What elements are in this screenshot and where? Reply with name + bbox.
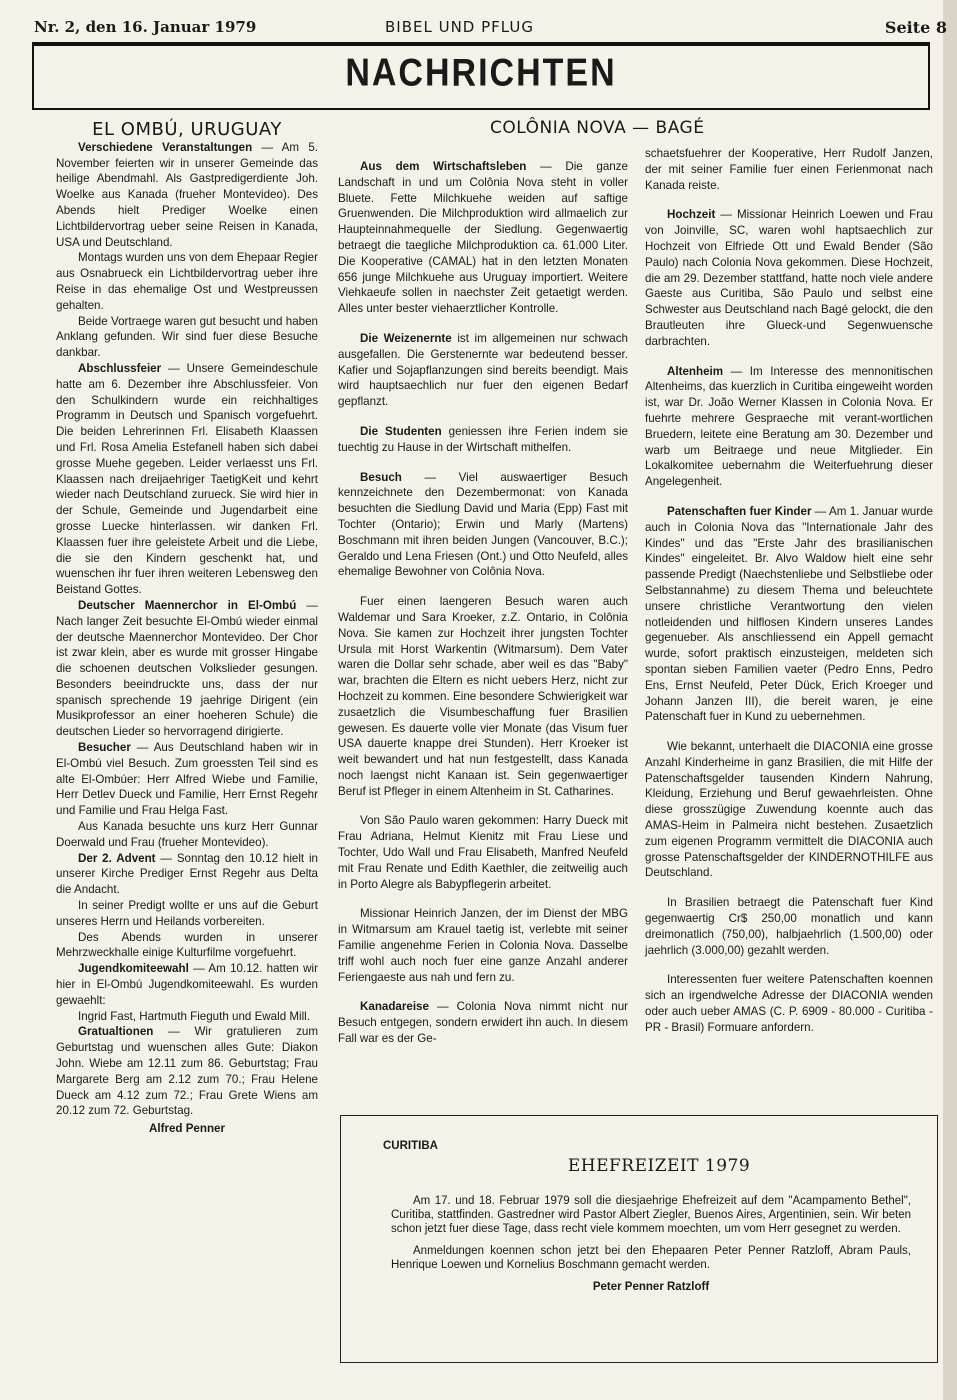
column-1-body	[56, 140, 318, 1119]
paragraph-lead: Patenschaften fuer Kinder	[667, 504, 812, 518]
paragraph-lead: Kanadareise	[360, 1000, 429, 1014]
paragraph	[338, 424, 628, 456]
page-edge	[943, 0, 957, 1400]
box-paragraph: Anmeldungen koennen schon jetzt bei den Ehepaaren Peter Penner Ratzloff, Abram Pauls, Henrique Loewen und Kornelius Boschmann gemacht werden.	[391, 1245, 911, 1271]
paragraph-gap	[338, 799, 628, 813]
paragraph-text: Fuer einen laengeren Besuch waren auch Waldemar und Sara Kroeker, z.Z. Ontario, in Colônia Nova. Sie kamen zur Hochzeit ihrer jungsten Tochter Ursula mit Horst Warkentin (Witmarsum). Dem Vater waren die Dollar sehr schade, aber weil es das "Baby" war, brachten die Eltern es nicht uebers Herz, nicht zur Hochzeit zu kommen. Eine besondere Schwierigkeit war zusaetzlich die Visumbeschaffung fuer Brasilien gewesen. Es dauerte volle vier Monate (das Visum fuer USA dauerte knappe drei Stunden). Herr Kroeker ist weit bewandert und hat nun festgestellt, dass Kanada noch laengst nicht Kanaan ist. Sein gegenwaertiger Beruf ist Pfleger in einem Altenheim in St. Catharines.	[338, 595, 628, 798]
box-paragraph: Am 17. und 18. Februar 1979 soll die diesjaehrige Ehefreizeit auf dem "Acampamento Bethel", Curitiba, stattfinden. Gastredner wird Pastor Albert Ziegler, Buenos Aires, Argentinien, sein. Wir beten schon jetzt fuer diese Tage, dass recht viele kommem moechten, um vom Herr gesegnet zu werden.	[391, 1195, 911, 1235]
page-number: Seite 8	[884, 18, 947, 37]
paragraph-gap	[338, 985, 628, 999]
paragraph	[56, 598, 318, 740]
paragraph-text: In seiner Predigt wollte er uns auf die Geburt unseres Herrn und Heilands vorbereiten.	[56, 899, 318, 928]
paragraph-text: — Aus Deutschland haben wir in El-Ombú viel Besuch. Zum groessten Teil sind es alte El-Ombúer: Herr Alfred Wiebe und Familie, Herr Detlev Dueck und Familie, Herr Ernst Regehr und Familie und Frau Helga Fast.	[56, 741, 318, 818]
paragraph	[56, 250, 318, 313]
paragraph-text: Des Abends wurden in unserer Mehrzweckhalle einige Kulturfilme vorgefuehrt.	[56, 930, 318, 960]
paragraph	[56, 361, 318, 598]
article-title-colonia-nova: COLÔNIA NOVA — BAGÉ	[490, 118, 705, 138]
column-colonia-nova-cont	[645, 146, 933, 1036]
signature-col1: Alfred Penner	[148, 1122, 226, 1136]
paragraph-text: Von São Paulo waren gekommen: Harry Dueck mit Frau Adriana, Helmut Kienitz mit Frau Liese und Tochter, Udo Wall und Frau Elisabeth, Manfred Neufeld mit Frau Renate und Edith Kaethler, die zeitweilig auch in Porto Alegre als Babypflegerin arbeitet.	[338, 814, 628, 891]
ehefreizeit-box	[340, 1115, 938, 1363]
paragraph	[338, 470, 628, 581]
paragraph	[56, 740, 318, 819]
paragraph	[645, 895, 933, 958]
paragraph	[56, 898, 318, 930]
paragraph	[645, 739, 933, 881]
paragraph-text: Interessenten fuer weitere Patenschaften koennen sich an irgendwelche Adresse der DIACONIA wenden oder auch ueber AMAS (C. P. 6909 - 80.000 - Curitiba - PR - Brasil) Formuare anfordern.	[645, 973, 933, 1034]
paragraph	[645, 972, 933, 1035]
paragraph-text: geniessen ihre Ferien indem sie tuechtig zu Hause in der Wirtschaft mithelfen.	[338, 424, 628, 454]
paragraph	[56, 314, 318, 361]
column-colonia-nova	[338, 159, 628, 1047]
section-title: NACHRICHTEN	[345, 51, 617, 95]
paragraph-gap	[338, 892, 628, 906]
paragraph-text: — Missionar Heinrich Loewen und Frau von Joinville, SC, waren wohl haptsaechlich zur Hochzeit von Elfriede Ott und Ewald Bender (São Paulo) nach Colonia Nova gekommen. Diese Hochzeit, die am 29. Dezember stattfand, hatte noch viele andere Gaeste aus Curitiba, São Paulo und selbst eine Schwester aus Deutschland nach Bagé gelockt, die den Brautleuten ihre Glueck-und Segenwuensche darbrachten.	[645, 208, 933, 348]
paragraph	[56, 1009, 318, 1025]
paragraph-gap	[645, 958, 933, 972]
article-title-el-ombu: EL OMBÚ, URUGUAY	[92, 119, 282, 140]
paragraph-text: — Sonntag den 10.12 hielt in unserer Kirche Prediger Ernst Regehr aus Delta die Andacht.	[56, 851, 319, 897]
paragraph-gap	[645, 193, 933, 207]
paragraph-text: — Am 5. November feierten wir in unserer Gemeinde das heilige Abendmahl. Als Gastpredigerdiente Joh. Woelke aus Kanada (frueher Montevideo). Des Abends hielt Prediger Woelke einen Lichtbildervortrag ueber seine Reisen in Kanada, USA und Deutschland.	[56, 140, 318, 249]
paragraph-text: Missionar Heinrich Janzen, der im Dienst der MBG in Witmarsum am Krauel taetig ist, verlebte mit seiner Familie angenehme Ferien in Colonia Nova. Dasselbe triff wohl auch noch fuer eine ganze Anzahl anderer Feriengaeste aus nah und fern zu.	[338, 907, 628, 984]
issue-line: Nr. 2, den 16. Januar 1979	[34, 18, 257, 36]
paragraph-text: ist im allgemeinen nur schwach ausgefallen. Die Gerstenernte war bedeutend besser. Kafier und Sojapflanzungen sind bereits beendigt. Mais wird hauptsaechlich nur fuer den eigenen Bedarf gepflanzt.	[338, 331, 628, 409]
paragraph-lead: Besucher	[78, 741, 131, 755]
paragraph-lead: Jugendkomiteewahl	[78, 962, 189, 976]
paragraph-lead: Gratualtionen	[78, 1025, 154, 1039]
paragraph-text: — Wir gratulieren zum Geburtstag und wuenschen alles Gute: Diakon John. Wiebe am 12.11 zum 86. Geburtstag; Frau Margarete Berg am 2.12 zum 70.; Frau Helene Dueck am 4.12 zum 72.; Frau Grete Wiens am 20.12 zum 72. Geburtstag.	[56, 1025, 318, 1118]
column-2-body	[338, 159, 628, 1047]
paragraph-lead: Der 2. Advent	[78, 851, 156, 865]
paragraph-gap	[645, 725, 933, 739]
paragraph	[338, 813, 628, 892]
paragraph	[338, 906, 628, 985]
paragraph	[56, 140, 318, 251]
box-body	[391, 1194, 911, 1294]
paragraph-gap	[338, 410, 628, 424]
paragraph-gap	[338, 317, 628, 331]
paragraph-lead: Die Weizenernte	[360, 331, 452, 345]
paragraph	[645, 504, 933, 725]
paragraph	[338, 331, 628, 410]
paragraph-text: — Colonia Nova nimmt nicht nur Besuch entgegen, sondern erwidert ihn auch. In diesem Fall war es der Ge-	[338, 1000, 628, 1046]
paragraph-lead: Hochzeit	[667, 208, 716, 222]
box-title: EHEFREIZEIT 1979	[567, 1156, 751, 1176]
paragraph-text: schaetsfuehrer der Kooperative, Herr Rudolf Janzen, der mit seiner Familie fuer einen Ferienmonat nach Kanada reiste.	[645, 147, 933, 192]
paragraph	[338, 999, 628, 1046]
paragraph-gap	[338, 580, 628, 594]
paragraph	[645, 364, 933, 490]
paragraph-text: Wie bekannt, unterhaelt die DIACONIA eine grosse Anzahl Kinderheime in ganz Brasilien, die mit Hilfe der Patenschaftsgelder tausenden Kindern Nahrung, Kleidung, Erziehung und Beruf gewaehrleisten. Ohne diese grosszügige Zuwendung koennte auch das AMAS-Heim in Palmeira nicht bestehen. Zusaetzlich zum eigenen Programm vermittelt die DIACONIA auch grosse Patenschaftsgelder der KINDERNOTHILFE aus Deutschland.	[645, 740, 933, 880]
paragraph-lead: Verschiedene Veranstaltungen	[78, 140, 253, 154]
paragraph-lead: Altenheim	[667, 364, 724, 378]
paragraph-text: In Brasilien betraegt die Patenschaft fuer Kind gegenwaertig Cr$ 250,00 monatlich und kann dreimonatlich (750,00), halbjaehrlich (1.500,00) oder jaehrlich (3.000,00) gezahlt werden.	[645, 896, 933, 957]
paragraph	[645, 146, 933, 193]
paragraph-text: Ingrid Fast, Hartmuth Fieguth und Ewald Mill.	[78, 1009, 310, 1023]
paragraph	[338, 594, 628, 799]
column-3-body	[645, 146, 933, 1036]
paragraph	[56, 851, 318, 898]
column-el-ombu	[56, 119, 319, 1137]
section-banner	[32, 44, 930, 110]
paragraph	[56, 961, 318, 1008]
paragraph-text: Aus Kanada besuchte uns kurz Herr Gunnar Doerwald und Frau (frueher Montevideo).	[56, 820, 318, 849]
paragraph-gap	[645, 490, 933, 504]
box-signature: Peter Penner Ratzloff	[592, 1281, 710, 1293]
paragraph	[338, 159, 628, 317]
paragraph-text: Montags wurden uns von dem Ehepaar Regier aus Osnabrueck ein Lichtbildervortrag ueber ihre Reise in das ehemalige Ost und Westpreussen gehalten.	[56, 251, 318, 312]
paragraph-lead: Abschlussfeier	[78, 361, 162, 375]
paragraph	[645, 207, 933, 349]
paragraph-text: — Unsere Gemeindeschule hatte am 6. Dezember ihre Abschlussfeier. Von den Schulkindern wurde ein reichhaltiges Programm in Deutsch und Spanisch vorgefuehrt. Die beiden Lehrerinnen Frl. Elisabeth Klaassen und Frl. Rosa Amelia Estefanell haben sich dabei grosse Muehe gegeben. Leider verlaesst uns Frl. Klaassen nach dreijaehriger TaetigKeit und kehrt wieder nach Deutschland zurueck. Sie wird hier in der Schule, Gemeinde und Jugendarbeit eine grosse Luecke hinterlassen. wir danken Frl. Klaassen fuer ihre geleistete Arbeit und die Liebe, die sie den Kindern geschenkt hat, und wuenschen ihr fuer ihren weiteren Lebensweg den Beistand Gottes.	[56, 361, 318, 597]
paragraph	[56, 819, 318, 851]
paragraph-text: — Am 1. Januar wurde auch in Colonia Nova das "Internationale Jahr des Kindes" und das "Erste Jahr des brasilianischen Kindes" eingeleitet. Br. Alvo Waldow hielt eine sehr passende Predigt (Naechstenliebe und Selbstliebe oder Selbstannahme) zu diesem Thema und beleuchtete unsere christliche Verantwortung den vielen notleidenden und hilflosen Kindern unseres Landes gegenueber. Als anschliessend ein Appell gemacht wurde, sofort praktisch einzusteigen, meldeten sich spontan sieben Familien vaeter (Pedro Enns, Pedro Ens, Ernst Neufeld, Peter Dück, Erich Kroeger und Johann Janzen III), die bereit waren, je eine Patenschaft fuer in Kund zu uebernehmen.	[645, 504, 933, 724]
paragraph-lead: Aus dem Wirtschaftsleben	[360, 160, 527, 173]
paragraph	[56, 930, 318, 962]
paragraph-text: — Im Interesse des mennonitischen Altenheims, das kuerzlich in Curitiba eingeweiht worden ist, war Dr. João Werner Klassen in Colonia Nova. Er fuehrte mehrere Gespraeche mit verant-wortlichen Bruedern, leitete eine Beratung am 30. Dezember und warb um Beitraege und neue Mitglieder. Ein Lokalkomitee uebernahm die Weiterfuehrung dieser Angelegenheit.	[645, 364, 933, 489]
paragraph-gap	[645, 881, 933, 895]
paragraph	[56, 1024, 318, 1119]
paragraph-lead: Deutscher Maennerchor in El-Ombú	[78, 598, 297, 612]
paragraph-text: — Viel auswaertiger Besuch kennzeichnete den Dezembermonat: von Kanada besuchten die Siedlung David und Maria (Epp) Fast mit Tochter (Ontario); Erwin und Marly (Martens) Boschmann mit ihren beiden Jungen (Vancouver, B.C.); Geraldo und Lena Friesen (Ont.) und Otto Neufeld, alles ehemalige Bewohner von Colônia Nova.	[338, 470, 628, 579]
box-city: CURITIBA	[383, 1140, 438, 1152]
paragraph-gap	[338, 456, 628, 470]
paragraph-text: — Am 10.12. hatten wir hier in El-Ombú Jugendkomiteewahl. Es wurden gewaehlt:	[56, 962, 318, 1007]
paragraph-lead: Besuch	[360, 470, 402, 484]
paragraph-text: Beide Vortraege waren gut besucht und haben Anklang gefunden. Wir sind fuer diese Besuche dankbar.	[56, 314, 318, 360]
paragraph-lead: Die Studenten	[360, 424, 442, 438]
paragraph-gap	[645, 350, 933, 364]
paragraph-text: — Die ganze Landschaft in und um Colônia Nova steht in voller Bluete. Fette Milchkuehe weiden auf saftige Gruenwenden. Die Milchproduktion wird allmaelich zur Haupteinnahmequelle der Siedlung. Gegenwaertig betraegt die taegliche Milchproduktion ca. 61.000 Liter. Die Kooperative (CAMAL) hat in den letzten Monaten 656 junge Milchkuehe aus Uruguay importiert. Weitere Viehkaeufe sollen in naechster Zeit getaetigt werden. Alles unter bester viehaerztlicher Kontrolle.	[338, 160, 628, 316]
paragraph-text: — Nach langer Zeit besuchte El-Ombú wieder einmal der deutsche Maennerchor Montevideo. Der Chor ist zwar klein, aber es wurde mit grosser Hingabe die schoenen deutschen Volkslieder gesungen. Besonders beeindruckte uns, dass der nur spanisch sprechende 19 jaehrige Dirigent (ein Musikprofessor an einer hoeheren Schule) die deutschen Lieder so hervorragend dirigierte.	[56, 598, 318, 739]
paper-name: BIBEL UND PFLUG	[385, 18, 535, 36]
